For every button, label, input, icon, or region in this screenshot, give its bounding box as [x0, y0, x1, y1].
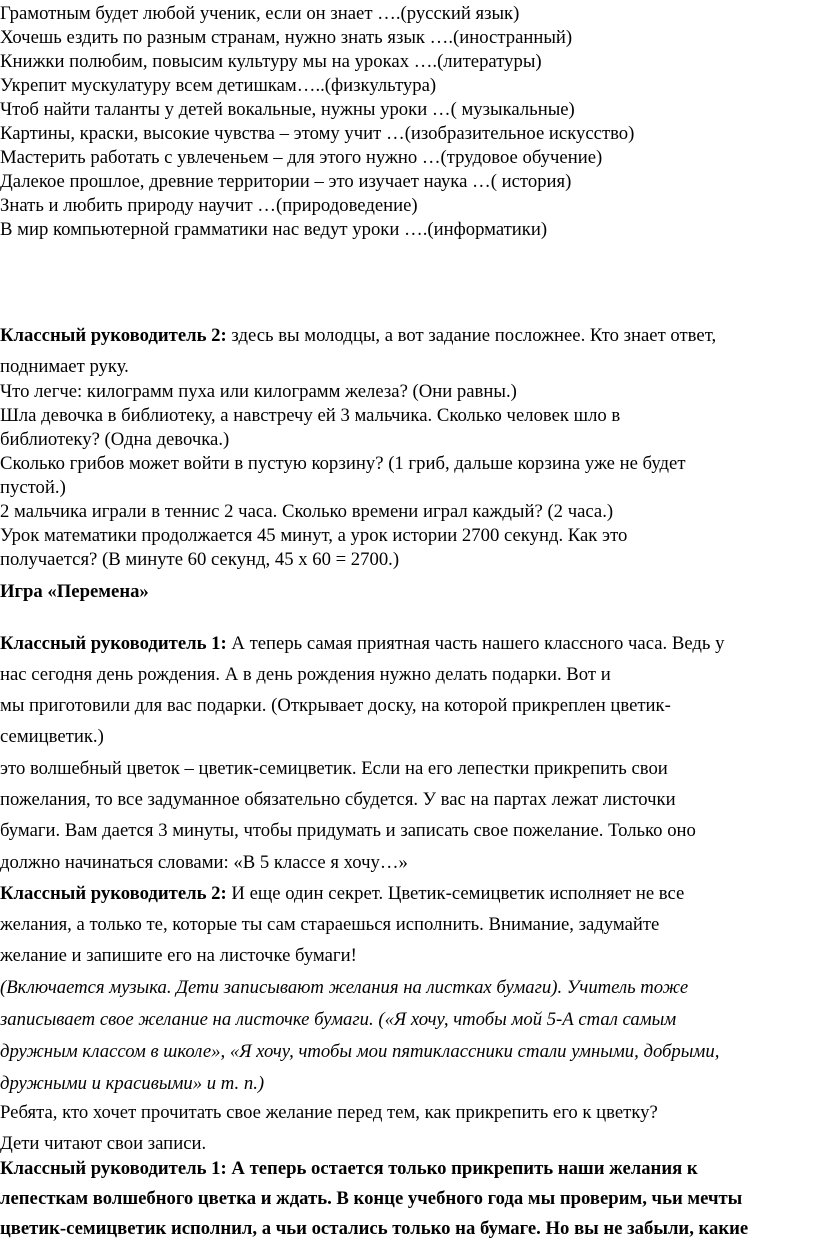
- question-line: 2 мальчика играли в теннис 2 часа. Сколько времени играл каждый? (2 часа.): [0, 501, 614, 522]
- paragraph-text: здесь вы молодцы, а вот задание посложнее. Кто знает ответ,: [226, 325, 717, 346]
- riddle-line: Хочешь ездить по разным странам, нужно знать язык ….(иностранный): [0, 27, 573, 48]
- stage-direction: дружными и красивыми» и т. п.): [0, 1073, 265, 1094]
- speaker-label: Классный руководитель 2:: [0, 883, 227, 904]
- speaker-paragraph: [0, 883, 684, 905]
- paragraph-line: цветик-семицветик исполнил, а чьи остались только на бумаге. Но вы не забыли, какие: [0, 1218, 749, 1239]
- riddle-line: Далекое прошлое, древние территории – это изучает наука …( история): [0, 171, 572, 192]
- paragraph-line: лепесткам волшебного цветка и ждать. В конце учебного года мы проверим, чьи мечты: [0, 1188, 743, 1209]
- paragraph-line: нас сегодня день рождения. А в день рождения нужно делать подарки. Вот и: [0, 664, 611, 685]
- paragraph-line: пожелания, то все задуманное обязательно сбудется. У вас на партах лежат листочки: [0, 789, 676, 810]
- question-line: получается? (В минуте 60 секунд, 45 х 60 = 2700.): [0, 549, 400, 570]
- paragraph-line: это волшебный цветок – цветик-семицветик. Если на его лепестки прикрепить свои: [0, 758, 668, 779]
- speaker-paragraph: [0, 325, 716, 347]
- paragraph-line: бумаги. Вам дается 3 минуты, чтобы придумать и записать свое пожелание. Только оно: [0, 820, 696, 841]
- riddle-line: Картины, краски, высокие чувства – этому учит …(изобразительное искусство): [0, 123, 635, 144]
- riddle-line: Грамотным будет любой ученик, если он знает ….(русский язык): [0, 3, 520, 24]
- paragraph-line: поднимает руку.: [0, 356, 129, 377]
- riddle-line: Книжки полюбим, повысим культуру мы на уроках ….(литературы): [0, 51, 542, 72]
- stage-direction: записывает свое желание на листочке бумаги. («Я хочу, чтобы мой 5-А стал самым: [0, 1009, 677, 1030]
- question-line: Что легче: килограмм пуха или килограмм железа? (Они равны.): [0, 381, 517, 402]
- speaker-label: Классный руководитель 2:: [0, 325, 227, 346]
- paragraph-line: семицветик.): [0, 726, 104, 747]
- stage-direction: дружным классом в школе», «Я хочу, чтобы мои пятиклассники стали умными, добрыми,: [0, 1041, 720, 1062]
- speaker-paragraph: [0, 633, 724, 655]
- paragraph-line: мы приготовили для вас подарки. (Открывает доску, на которой прикреплен цветик-: [0, 695, 671, 716]
- paragraph-line: желания, а только те, которые ты сам стараешься исполнить. Внимание, задумайте: [0, 914, 660, 935]
- question-line: Урок математики продолжается 45 минут, а урок истории 2700 секунд. Как это: [0, 525, 628, 546]
- paragraph-line: желание и запишите его на листочке бумаги!: [0, 945, 357, 966]
- paragraph-line: Ребята, кто хочет прочитать свое желание перед тем, как прикрепить его к цветку?: [0, 1102, 658, 1123]
- paragraph-text: И еще один секрет. Цветик-семицветик исполняет не все: [226, 883, 685, 904]
- stage-direction: (Включается музыка. Дети записывают желания на листках бумаги). Учитель тоже: [0, 977, 689, 998]
- question-line: библиотеку? (Одна девочка.): [0, 429, 230, 450]
- speaker-label: Классный руководитель 1:: [0, 1158, 227, 1179]
- riddle-line: В мир компьютерной грамматики нас ведут уроки ….(информатики): [0, 219, 548, 240]
- speaker-label: Классный руководитель 1:: [0, 633, 227, 654]
- question-line: Сколько грибов может войти в пустую корзину? (1 гриб, дальше корзина уже не будет: [0, 453, 686, 474]
- riddle-line: Чтоб найти таланты у детей вокальные, нужны уроки …( музыкальные): [0, 99, 575, 120]
- question-line: пустой.): [0, 477, 66, 498]
- speaker-paragraph: [0, 1158, 698, 1180]
- paragraph-line: Дети читают свои записи.: [0, 1133, 207, 1154]
- riddle-line: Мастерить работать с увлеченьем – для этого нужно …(трудовое обучение): [0, 147, 603, 168]
- paragraph-text: А теперь остается только прикрепить наши желания к: [226, 1158, 698, 1179]
- paragraph-line: должно начинаться словами: «В 5 классе я хочу…»: [0, 852, 408, 873]
- riddle-line: Знать и любить природу научит …(природоведение): [0, 195, 418, 216]
- paragraph-text: А теперь самая приятная часть нашего классного часа. Ведь у: [226, 633, 725, 654]
- riddle-line: Укрепит мускулатуру всем детишкам…..(физкультура): [0, 75, 437, 96]
- question-line: Шла девочка в библиотеку, а навстречу ей 3 мальчика. Сколько человек шло в: [0, 405, 621, 426]
- section-heading: Игра «Перемена»: [0, 581, 149, 602]
